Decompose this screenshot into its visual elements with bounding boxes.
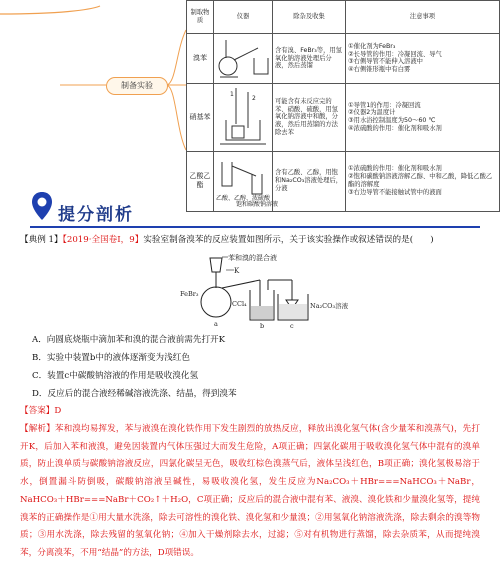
question-apparatus-diagram [170, 250, 349, 330]
apparatus-ethyl-acetate [214, 151, 279, 211]
table-row [187, 83, 500, 151]
analysis-label: 【解析】 [20, 424, 55, 434]
header-notes: 注意事项 [346, 1, 500, 34]
label-b: b [260, 322, 265, 330]
answer-value: D [54, 406, 62, 416]
label-a: a [214, 320, 218, 328]
apparatus-nitrobenzene [214, 83, 273, 151]
label-solvent: CCl₄ [232, 300, 247, 308]
answer-label: 【答案】 [20, 406, 55, 416]
section-divider [30, 226, 480, 228]
analysis-paragraph [20, 421, 480, 563]
label-c: c [290, 322, 294, 330]
header-purification: 除杂及收集 [273, 1, 346, 34]
option-b: B．实验中装置b中的液体逐渐变为浅红色 [32, 353, 190, 363]
table-row [187, 151, 500, 211]
mindmap-lines [0, 0, 190, 190]
apparatus-label: 乙酸、乙醇、浓硫酸 [216, 194, 271, 202]
note-line: ④右侧锥形瓶中有白雾 [348, 66, 411, 74]
row-name: 乙酸乙酯 [187, 151, 214, 211]
header-apparatus: 仪器 [214, 1, 273, 34]
label-catalyst: FeBr₃ [180, 290, 199, 298]
apparatus-label: 2 [252, 94, 256, 102]
row-purification: 含有乙酸、乙醇，用饱和Na₂CO₃溶液处理后，分液 [273, 151, 346, 211]
row-name: 硝基苯 [187, 83, 214, 151]
note-line: ②饱和碳酸钠溶液溶解乙醇、中和乙酸，降低乙酸乙酯的溶解度 [348, 173, 493, 189]
question-stem [20, 234, 480, 247]
row-notes [346, 83, 500, 151]
analysis-text: 苯和溴均易挥发，苯与液溴在溴化铁作用下发生剧烈的放热反应，释放出溴化氢气体(含少量苯和溴蒸气)，先打开K，后加入苯和液溴，避免因装置内气体压强过大而发生危险，A项正确；四氯化碳用于吸收溴化氢气体中混有的溴单质，防止溴单质与碳酸钠溶液反应，四氯化碳呈无色，吸收红棕色溴蒸气后，液体呈浅红色，B项正确；溴化氢极易溶于水，倒置漏斗防倒吸，碳酸钠溶液呈碱性，易吸收溴化氢，发生反应为Na₂CO₃＋HBr===NaHCO₃＋NaBr，NaHCO₃＋HBr===NaBr＋CO₂↑＋H₂O，C项正确；反应后的混合液中混有苯、液溴、溴化铁和少量溴化氢等，提纯溴苯的正确操作是①用大量水洗涤，除去可溶性的溴化铁、溴化氢和少量溴；②用氢氧化钠溶液洗涤，除去剩余的溴等物质；③用水洗涤，除去残留的氢氧化钠；④加入干燥剂除去水，过滤；⑤对有机物进行蒸馏，除去杂质苯，从而提纯溴苯，分离溴苯，不用“结晶”的方法，D项错误。 [20, 424, 480, 558]
note-line: ③右边导管不能接触试管中的液面 [348, 189, 442, 196]
note-line: ①浓硫酸的作用：催化剂和吸水剂 [348, 165, 442, 173]
label-solution: Na₂CO₃溶液 [310, 302, 349, 310]
map-pin-icon [30, 190, 54, 222]
apparatus-label: 1 [230, 90, 234, 98]
apparatus-label: 饱和碳酸钠溶液 [236, 200, 279, 208]
table-row [187, 34, 500, 84]
row-purification: 含有溴、FeBr₃等，用氢氧化钠溶液处理后分液，然后蒸馏 [273, 34, 346, 84]
row-notes [346, 34, 500, 84]
note-line: ②仪器2为温度计 [348, 109, 396, 117]
apparatus-diagram [214, 152, 279, 208]
note-line: ①导管1的作用：冷凝回流 [348, 101, 421, 109]
apparatus-diagram [214, 84, 272, 148]
option-a: A．向圆底烧瓶中滴加苯和溴的混合液前需先打开K [32, 335, 226, 345]
apparatus-diagram [214, 34, 272, 80]
label-mixture: 苯和溴的混合液 [228, 254, 277, 262]
mindmap-node: 制备实验 [106, 77, 168, 95]
table-header-row [187, 1, 500, 34]
apparatus-bromobenzene [214, 34, 273, 84]
option-d: D．反应后的混合液经稀碱溶液洗涤、结晶，得到溴苯 [32, 389, 237, 399]
label-k: K [234, 267, 240, 275]
question-source: 【2019·全国卷Ⅰ，9】 [62, 235, 144, 245]
question-text: 实验室制备溴苯的反应装置如图所示，关于该实验操作或叙述错误的是( ) [143, 235, 434, 245]
note-line: ①催化剂为FeBr₃ [348, 42, 396, 50]
row-notes [346, 151, 500, 211]
note-line: ②长导管的作用：冷凝回流、导气 [348, 50, 442, 58]
note-line: ④浓硫酸的作用：催化剂和吸水剂 [348, 125, 442, 133]
note-line: ③右侧导管不能伸入溶液中 [348, 58, 423, 66]
option-c: C．装置c中碳酸钠溶液的作用是吸收溴化氢 [32, 371, 199, 381]
experiments-table [186, 0, 500, 212]
header-substance: 制取物质 [187, 1, 214, 34]
row-purification: 可能含有未反应完的苯、硝酸、硫酸，用氢氧化钠溶液中和酸，分液，然后用蒸馏的方法除去苯 [273, 83, 346, 151]
answer-line [20, 404, 61, 416]
row-name: 溴苯 [187, 34, 214, 84]
note-line: ③用水浴控制温度为50～60 ℃ [348, 117, 436, 125]
section-title: 提分剖析 [58, 205, 134, 225]
question-prefix: 【典例 1】 [20, 235, 63, 245]
